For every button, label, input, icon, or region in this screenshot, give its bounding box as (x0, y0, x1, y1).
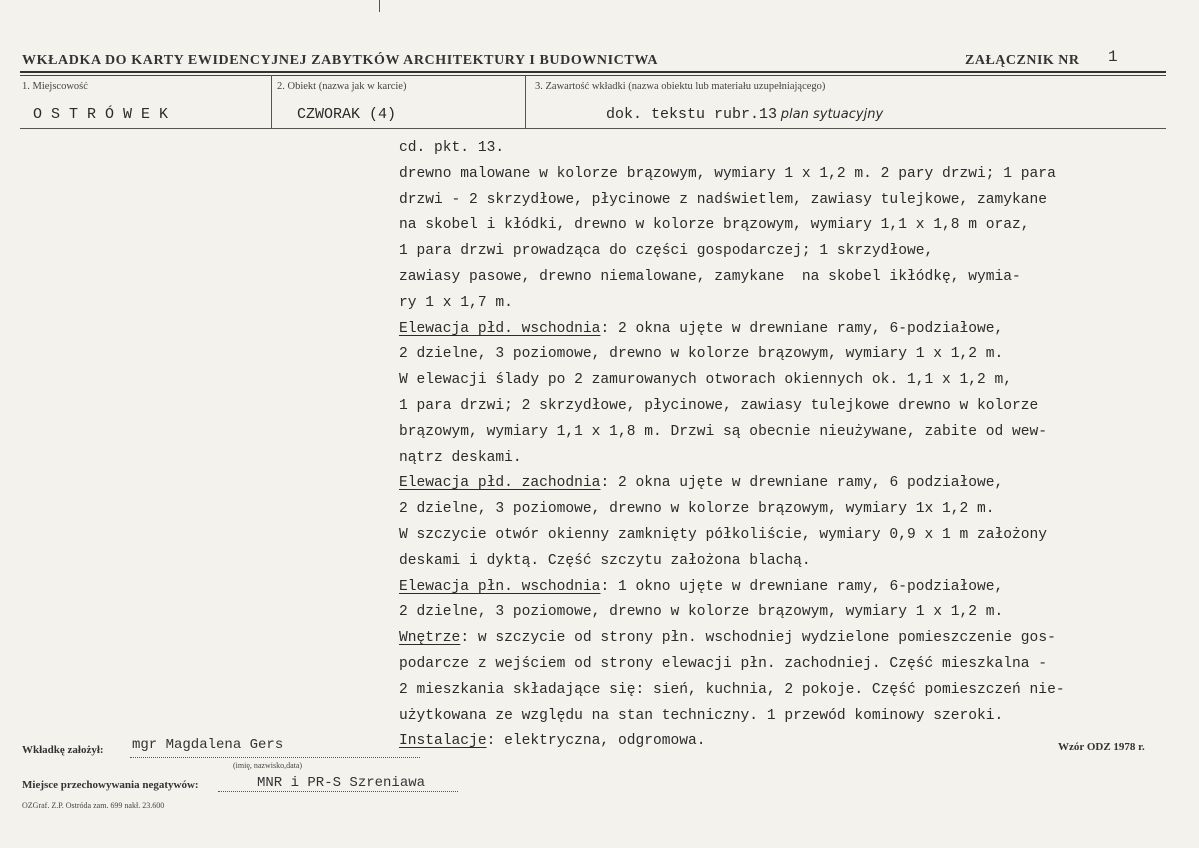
line-text: 2 dzielne, 3 poziomowe, drewno w kolorze brązowym, wymiary 1x 1,2 m. (399, 501, 995, 518)
line-text: drewno malowane w kolorze brązowym, wymiary 1 x 1,2 m. 2 pary drzwi; 1 para (399, 165, 1056, 182)
section-heading: Elewacja płn. wschodnia (399, 578, 601, 595)
description-line (399, 265, 1169, 291)
description-line (399, 188, 1169, 214)
description-line (399, 420, 1169, 446)
description-line (399, 523, 1169, 549)
contents-label: 3. Zawartość wkładki (nazwa obiektu lub materiału uzupełniającego) (535, 81, 826, 92)
description-line (399, 471, 1169, 497)
author-value: mgr Magdalena Gers (132, 737, 284, 753)
description-line (399, 549, 1169, 575)
contents-value-wrap (606, 106, 883, 123)
section-heading: Wnętrze (399, 630, 461, 647)
line-text: 2 dzielne, 3 poziomowe, drewno w kolorze brązowym, wymiary 1 x 1,2 m. (399, 346, 1004, 363)
storage-value: MNR i PR-S Szreniawa (257, 775, 426, 791)
description-line (399, 678, 1169, 704)
line-text: W elewacji ślady po 2 zamurowanych otworach okiennych ok. 1,1 x 1,2 m, (399, 372, 1013, 389)
line-text: zawiasy pasowe, drewno niemalowane, zamykane na skobel ikłódkę, wymia- (399, 268, 1021, 285)
description-line (399, 136, 1169, 162)
contents-handwritten-note: plan sytuacyjny (780, 107, 884, 122)
description-line (399, 342, 1169, 368)
description-line (399, 729, 1169, 755)
locality-value: OSTRÓWEK (33, 106, 178, 123)
line-text: drzwi - 2 skrzydłowe, płycinowe z nadświetlem, zawiasy tulejkowe, zamykane (399, 191, 1048, 208)
description-line (399, 239, 1169, 265)
line-text: ry 1 x 1,7 m. (399, 294, 513, 311)
line-text: : 1 okno ujęte w drewniane ramy, 6-podziałowe, (600, 578, 1004, 595)
line-text: W szczycie otwór okienny zamknięty półkoliście, wymiary 0,9 x 1 m założony (399, 526, 1048, 543)
line-text: użytkowana ze względu na stan techniczny. 1 przewód kominowy szeroki. (399, 707, 1004, 724)
template-version: Wzór ODZ 1978 r. (1058, 741, 1145, 753)
column-divider-2 (525, 75, 526, 128)
description-line (399, 213, 1169, 239)
author-hint: (imię, nazwisko,data) (233, 761, 303, 770)
object-label: 2. Obiekt (nazwa jak w karcie) (277, 81, 407, 92)
section-heading: Elewacja płd. zachodnia (399, 475, 601, 492)
line-text: nątrz deskami. (399, 449, 522, 466)
line-text: 1 para drzwi; 2 skrzydłowe, płycinowe, zawiasy tulejkowe drewno w kolorze (399, 397, 1039, 414)
description-line (399, 497, 1169, 523)
locality-label: 1. Miejscowość (22, 81, 88, 92)
description-line (399, 704, 1169, 730)
header-rule-thick (20, 71, 1166, 73)
description-line (399, 162, 1169, 188)
section-heading: Instalacje (399, 733, 487, 750)
form-title: WKŁADKA DO KARTY EWIDENCYJNEJ ZABYTKÓW ARCHITEKTURY I BUDOWNICTWA (22, 53, 659, 68)
author-dotted-line (130, 757, 420, 758)
description-line (399, 652, 1169, 678)
description-line (399, 368, 1169, 394)
line-text: : elektryczna, odgromowa. (486, 733, 706, 750)
header-rule-thin (20, 75, 1166, 76)
line-text: podarcze z wejściem od strony elewacji płn. zachodniej. Część mieszkalna - (399, 655, 1048, 672)
column-divider-1 (271, 75, 272, 128)
line-text: 1 para drzwi prowadząca do części gospodarczej; 1 skrzydłowe, (399, 243, 934, 260)
attachment-number: 1 (1108, 48, 1118, 66)
printer-info: OZGraf. Z.P. Ostróda zam. 699 nakł. 23.600 (22, 801, 165, 810)
description-line (399, 575, 1169, 601)
header-rule-bottom (20, 128, 1166, 129)
line-text: brązowym, wymiary 1,1 x 1,8 m. Drzwi są obecnie nieużywane, zabite od wew- (399, 423, 1048, 440)
top-tick-mark (379, 0, 380, 12)
section-heading: Elewacja płd. wschodnia (399, 320, 601, 337)
description-line (399, 446, 1169, 472)
description-line (399, 317, 1169, 343)
object-value: CZWORAK (4) (297, 106, 397, 123)
description-line (399, 626, 1169, 652)
line-text: 2 mieszkania składające się: sień, kuchnia, 2 pokoje. Część pomieszczeń nie- (399, 681, 1065, 698)
author-label: Wkładkę założył: (22, 744, 104, 756)
storage-label: Miejsce przechowywania negatywów: (22, 779, 199, 791)
line-text: deskami i dyktą. Część szczytu założona blachą. (399, 552, 811, 569)
line-text: 2 dzielne, 3 poziomowe, drewno w kolorze brązowym, wymiary 1 x 1,2 m. (399, 604, 1004, 621)
description-line (399, 600, 1169, 626)
line-text: : w szczycie od strony płn. wschodniej wydzielone pomieszczenie gos- (460, 630, 1056, 647)
description-line (399, 291, 1169, 317)
contents-value: dok. tekstu rubr.13 (606, 106, 778, 123)
line-text: : 2 okna ujęte w drewniane ramy, 6-podziałowe, (600, 320, 1004, 337)
description-text (399, 136, 1169, 755)
description-line (399, 394, 1169, 420)
attachment-label: ZAŁĄCZNIK NR (965, 53, 1080, 68)
line-text: : 2 okna ujęte w drewniane ramy, 6 podziałowe, (600, 475, 1004, 492)
line-text: na skobel i kłódki, drewno w kolorze brązowym, wymiary 1,1 x 1,8 m oraz, (399, 217, 1030, 234)
storage-dotted-line (218, 791, 458, 792)
line-text: cd. pkt. 13. (399, 140, 505, 156)
